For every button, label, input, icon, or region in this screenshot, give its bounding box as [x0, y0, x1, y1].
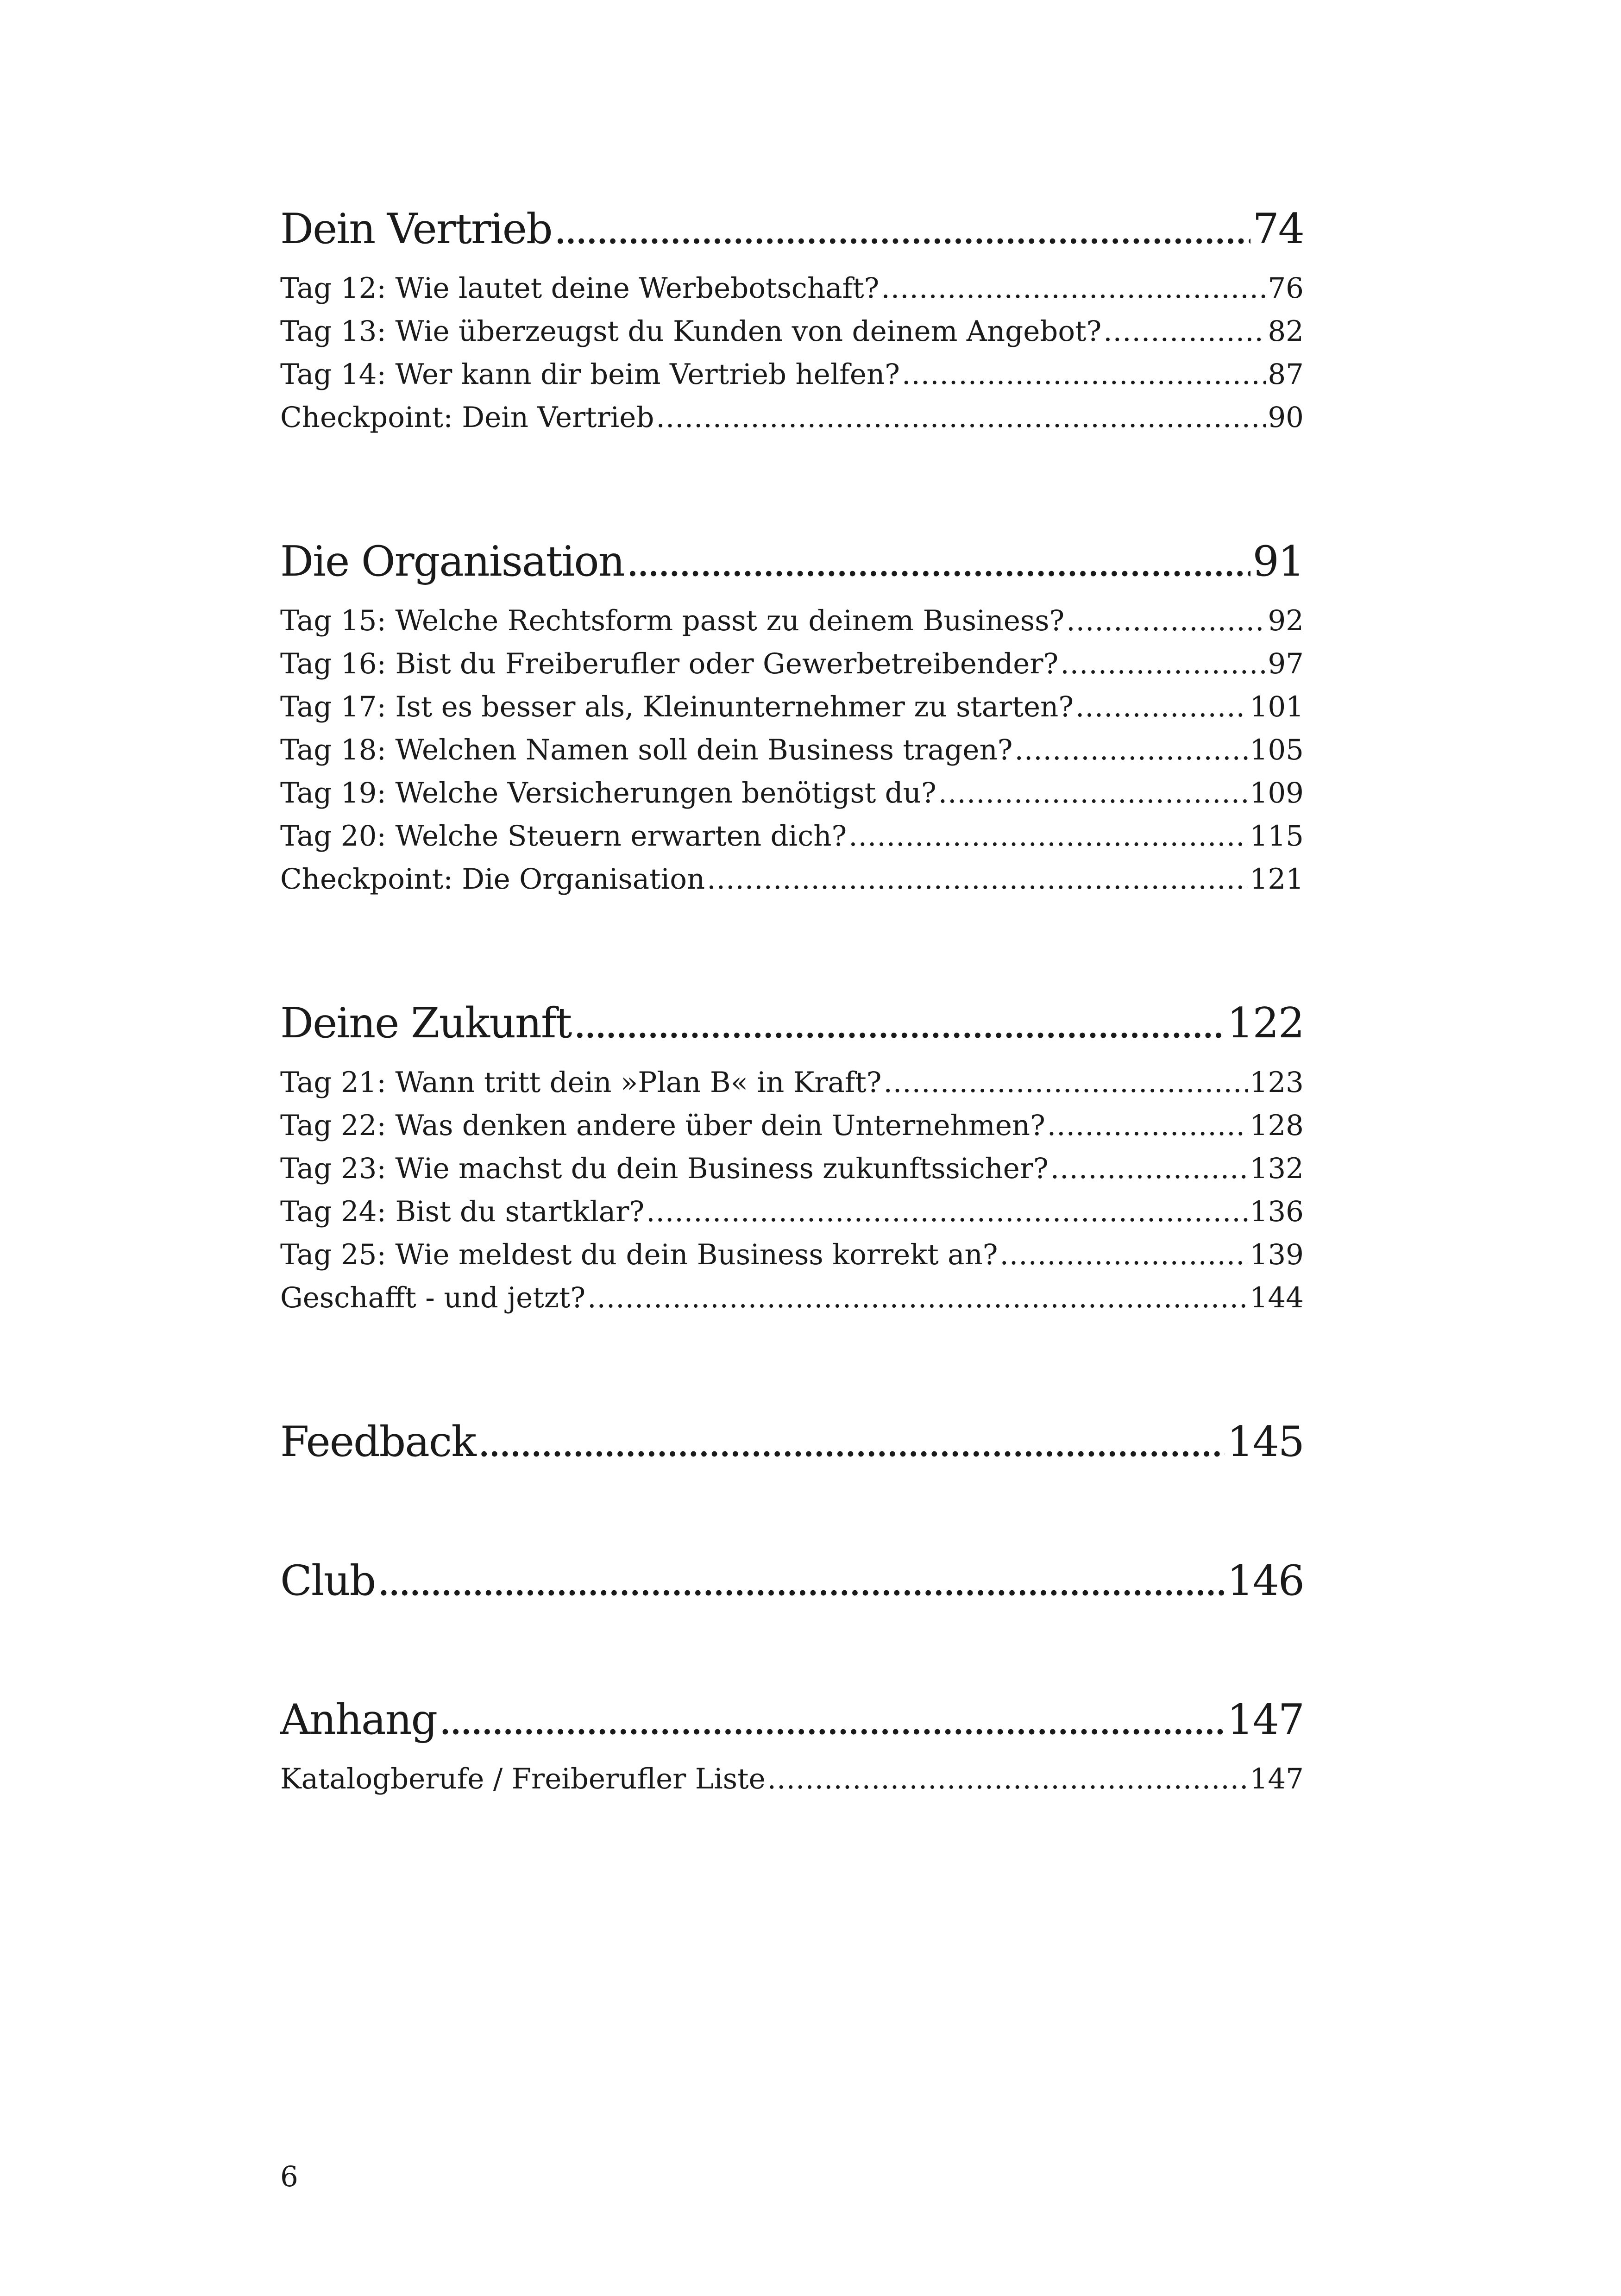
toc-section-heading[interactable]: [280, 1546, 1304, 1616]
dot-leader: [884, 1061, 1248, 1104]
toc-section-heading[interactable]: [280, 1685, 1304, 1755]
toc-entry[interactable]: [280, 599, 1304, 642]
entry-title: Tag 13: Wie überzeugst du Kunden von deinem Angebot?: [280, 315, 1102, 348]
entry-page-number: 101: [1250, 690, 1304, 723]
dot-leader: [1075, 685, 1248, 728]
toc-entry[interactable]: [280, 1104, 1304, 1147]
dot-leader: [377, 1546, 1225, 1616]
section-page-number: 147: [1227, 1695, 1304, 1744]
entry-page-number: 132: [1250, 1152, 1304, 1185]
section-title: Deine Zukunft: [280, 999, 572, 1048]
entry-page-number: 123: [1250, 1066, 1304, 1099]
entry-title: Checkpoint: Die Organisation: [280, 863, 705, 896]
entry-title: Tag 17: Ist es besser als, Kleinunternehmer zu starten?: [280, 690, 1074, 723]
toc-entry[interactable]: [280, 1061, 1304, 1104]
section-title: Dein Vertrieb: [280, 205, 552, 253]
toc-section: [280, 527, 1304, 901]
entry-title: Tag 22: Was denken andere über dein Unternehmen?: [280, 1109, 1045, 1142]
entry-page-number: 128: [1250, 1109, 1304, 1142]
toc-entry[interactable]: [280, 1233, 1304, 1276]
section-title: Feedback: [280, 1418, 476, 1466]
entry-title: Tag 15: Welche Rechtsform passt zu deinem Business?: [280, 604, 1065, 637]
entry-title: Checkpoint: Dein Vertrieb: [280, 401, 654, 434]
toc-entry[interactable]: [280, 353, 1304, 396]
entry-title: Tag 23: Wie machst du dein Business zukunftssicher?: [280, 1152, 1049, 1185]
toc-entry[interactable]: [280, 815, 1304, 858]
entry-page-number: 144: [1250, 1281, 1304, 1314]
entry-title: Geschafft - und jetzt?: [280, 1281, 586, 1314]
toc-entry[interactable]: [280, 1757, 1304, 1800]
section-page-number: 91: [1252, 537, 1304, 586]
dot-leader: [848, 815, 1248, 858]
entry-page-number: 115: [1250, 820, 1304, 853]
entry-title: Katalogberufe / Freiberufler Liste: [280, 1763, 766, 1795]
toc-entry[interactable]: [280, 267, 1304, 310]
dot-leader: [938, 772, 1248, 815]
toc-entry[interactable]: [280, 728, 1304, 772]
entry-title: Tag 19: Welche Versicherungen benötigst du?: [280, 777, 936, 809]
entry-page-number: 136: [1250, 1195, 1304, 1228]
dot-leader: [646, 1190, 1248, 1233]
entry-title: Tag 16: Bist du Freiberufler oder Gewerbetreibender?: [280, 647, 1059, 680]
dot-leader: [656, 396, 1266, 439]
toc-section-heading[interactable]: [280, 989, 1304, 1058]
dot-leader: [478, 1407, 1225, 1477]
dot-leader: [902, 353, 1266, 396]
dot-leader: [1060, 642, 1266, 685]
toc-entry[interactable]: [280, 642, 1304, 685]
dot-leader: [626, 527, 1251, 596]
toc-section-heading[interactable]: [280, 194, 1304, 264]
entry-page-number: 90: [1268, 401, 1304, 434]
dot-leader: [707, 858, 1248, 901]
dot-leader: [1103, 310, 1266, 353]
entry-page-number: 109: [1250, 777, 1304, 809]
entry-title: Tag 14: Wer kann dir beim Vertrieb helfen?: [280, 358, 900, 391]
toc-entry[interactable]: [280, 858, 1304, 901]
toc-entry[interactable]: [280, 1147, 1304, 1190]
toc-entry[interactable]: [280, 1276, 1304, 1319]
dot-leader: [1066, 599, 1266, 642]
entry-page-number: 76: [1268, 272, 1304, 305]
section-page-number: 74: [1252, 205, 1304, 253]
toc-section: [280, 1407, 1304, 1477]
dot-leader: [1015, 728, 1248, 772]
entry-page-number: 97: [1268, 647, 1304, 680]
section-page-number: 122: [1227, 999, 1304, 1048]
entry-page-number: 92: [1268, 604, 1304, 637]
toc-section: [280, 1546, 1304, 1616]
dot-leader: [439, 1685, 1225, 1755]
entry-page-number: 82: [1268, 315, 1304, 348]
entry-page-number: 105: [1250, 734, 1304, 766]
section-title: Club: [280, 1556, 376, 1605]
section-page-number: 145: [1227, 1418, 1304, 1466]
entry-title: Tag 12: Wie lautet deine Werbebotschaft?: [280, 272, 880, 305]
toc-entry[interactable]: [280, 685, 1304, 728]
entry-page-number: 87: [1268, 358, 1304, 391]
dot-leader: [587, 1276, 1248, 1319]
page-number: 6: [280, 2160, 298, 2193]
toc-section: [280, 1685, 1304, 1800]
entry-title: Tag 20: Welche Steuern erwarten dich?: [280, 820, 847, 853]
entry-page-number: 147: [1250, 1763, 1304, 1795]
entry-title: Tag 25: Wie meldest du dein Business korrekt an?: [280, 1238, 998, 1271]
dot-leader: [554, 194, 1251, 264]
toc-section: [280, 989, 1304, 1319]
dot-leader: [1050, 1147, 1248, 1190]
section-page-number: 146: [1227, 1556, 1304, 1605]
toc-entry[interactable]: [280, 772, 1304, 815]
toc-entry[interactable]: [280, 1190, 1304, 1233]
dot-leader: [767, 1757, 1248, 1800]
toc-section: [280, 194, 1304, 439]
entry-page-number: 121: [1250, 863, 1304, 896]
entry-page-number: 139: [1250, 1238, 1304, 1271]
entry-title: Tag 18: Welchen Namen soll dein Business tragen?: [280, 734, 1013, 766]
table-of-contents: [280, 194, 1304, 1888]
entry-title: Tag 24: Bist du startklar?: [280, 1195, 645, 1228]
dot-leader: [999, 1233, 1248, 1276]
section-title: Die Organisation: [280, 537, 624, 586]
dot-leader: [1047, 1104, 1248, 1147]
toc-entry[interactable]: [280, 396, 1304, 439]
section-title: Anhang: [280, 1695, 437, 1744]
toc-section-heading[interactable]: [280, 1407, 1304, 1477]
toc-section-heading[interactable]: [280, 527, 1304, 596]
dot-leader: [881, 267, 1266, 310]
entry-title: Tag 21: Wann tritt dein »Plan B« in Kraft?: [280, 1066, 882, 1099]
toc-entry[interactable]: [280, 310, 1304, 353]
dot-leader: [573, 989, 1225, 1058]
